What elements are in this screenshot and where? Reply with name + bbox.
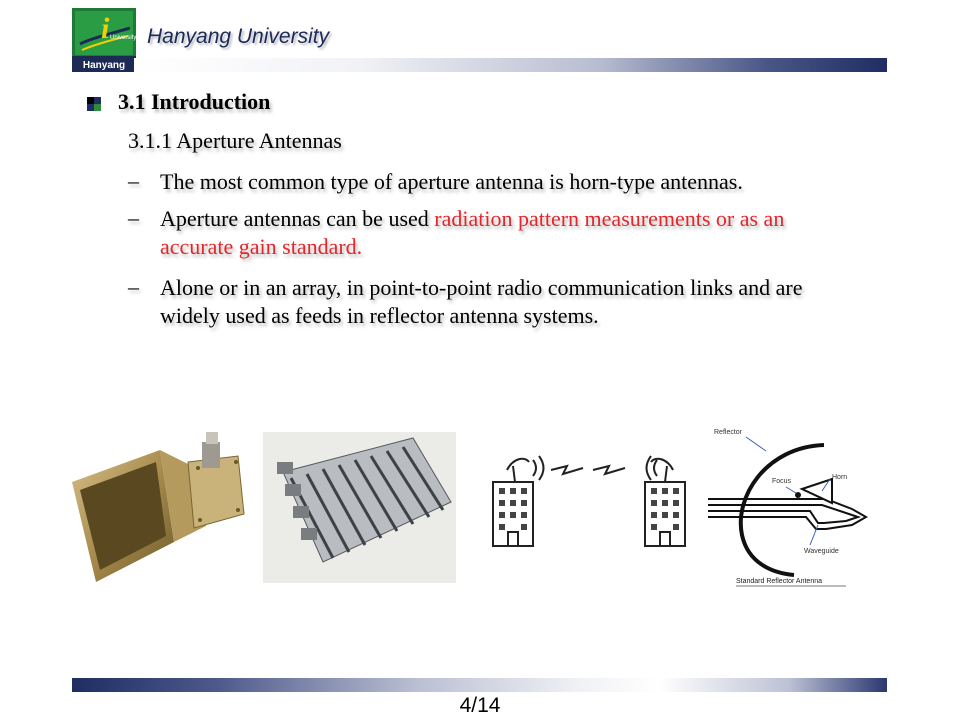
bullet-text: Aperture antennas can be used [160, 206, 435, 231]
bullet-point-to-point [160, 274, 860, 330]
array-antenna-photo [263, 432, 456, 583]
label-waveguide: Waveguide [804, 548, 839, 555]
bullet-highlight-text: radiation pattern measurements or as an accurate gain standard. [160, 206, 785, 259]
radio-link-illustration [485, 448, 695, 548]
building-right [645, 482, 685, 546]
university-name: Hanyang University [147, 25, 330, 48]
bullet-dash: – [128, 274, 139, 299]
label-horn: Horn [832, 474, 848, 481]
page-number: 4/14 [459, 694, 501, 717]
bullet-horn-type [160, 168, 860, 196]
bullet-dash: – [128, 168, 139, 193]
logo-text: Hanyang [82, 60, 126, 71]
section-title: 3.1 Introduction [118, 89, 271, 114]
building-left [493, 482, 533, 546]
university-logo [72, 8, 136, 72]
bullet-text: Alone or in an array, in point-to-point radio communication links and are widely used as feeds in reflector antenna systems. [160, 275, 803, 328]
label-reflector: Reflector [714, 429, 743, 436]
horn-antenna-photo [68, 432, 246, 588]
bullet-text: The most common type of aperture antenna is horn-type antennas. [160, 169, 743, 194]
svg-text:i: i [101, 12, 110, 45]
label-focus: Focus [772, 478, 792, 485]
header-bar [134, 58, 887, 72]
square-bullet-icon [87, 97, 101, 111]
reflector-antenna-diagram [706, 417, 890, 590]
diagram-caption: Standard Reflector Antenna [736, 578, 823, 585]
bullet-gain-standard [160, 205, 860, 261]
footer-bar [72, 678, 887, 692]
subsection-title: 3.1.1 Aperture Antennas [128, 128, 342, 153]
bullet-dash: – [128, 205, 139, 230]
logo-small-text: University [110, 35, 136, 41]
